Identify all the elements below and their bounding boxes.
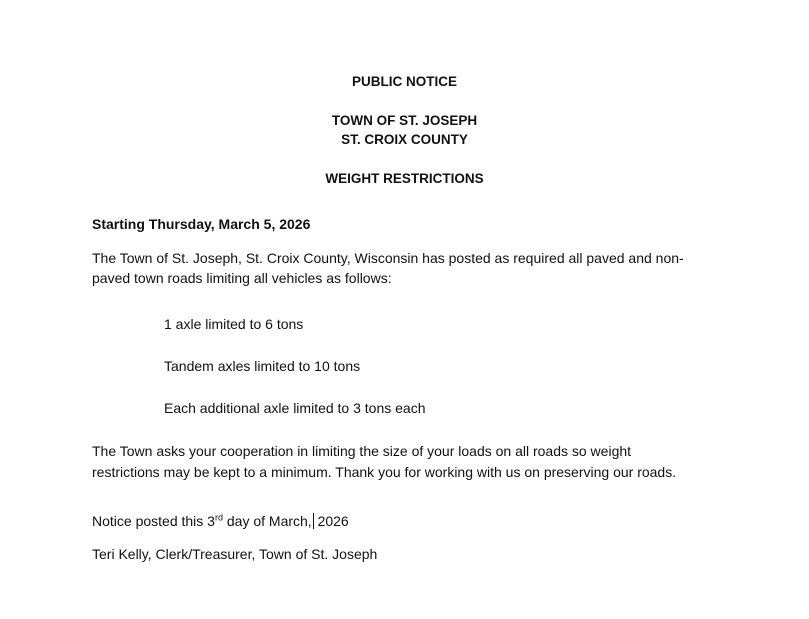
start-date-line: Starting Thursday, March 5, 2026 bbox=[92, 216, 311, 232]
posted-prefix: Notice posted this 3 bbox=[92, 513, 215, 529]
town-name: TOWN OF ST. JOSEPH bbox=[331, 113, 478, 128]
posted-date-line[interactable] bbox=[92, 511, 349, 531]
subject-heading: WEIGHT RESTRICTIONS bbox=[325, 171, 484, 186]
restriction-item: Each additional axle limited to 3 tons each bbox=[164, 400, 426, 416]
signature-line: Teri Kelly, Clerk/Treasurer, Town of St. Joseph bbox=[92, 546, 378, 562]
posted-ordinal-suffix: rd bbox=[214, 512, 223, 523]
intro-line-2: paved town roads limiting all vehicles as follows: bbox=[92, 270, 392, 286]
posted-year: 2026 bbox=[313, 513, 349, 529]
intro-line-1: The Town of St. Joseph, St. Croix County, Wisconsin has posted as required all paved and non- bbox=[92, 250, 684, 266]
county-name: ST. CROIX COUNTY bbox=[341, 132, 468, 147]
posted-month: day of March, bbox=[222, 513, 312, 529]
restriction-item: Tandem axles limited to 10 tons bbox=[164, 358, 361, 374]
cooperation-line-2: restrictions may be kept to a minimum. Thank you for working with us on preserving our roads. bbox=[92, 464, 677, 480]
cooperation-line-1: The Town asks your cooperation in limiting the size of your loads on all roads so weight bbox=[92, 443, 632, 459]
restriction-item: 1 axle limited to 6 tons bbox=[164, 316, 304, 332]
notice-title: PUBLIC NOTICE bbox=[351, 74, 457, 89]
